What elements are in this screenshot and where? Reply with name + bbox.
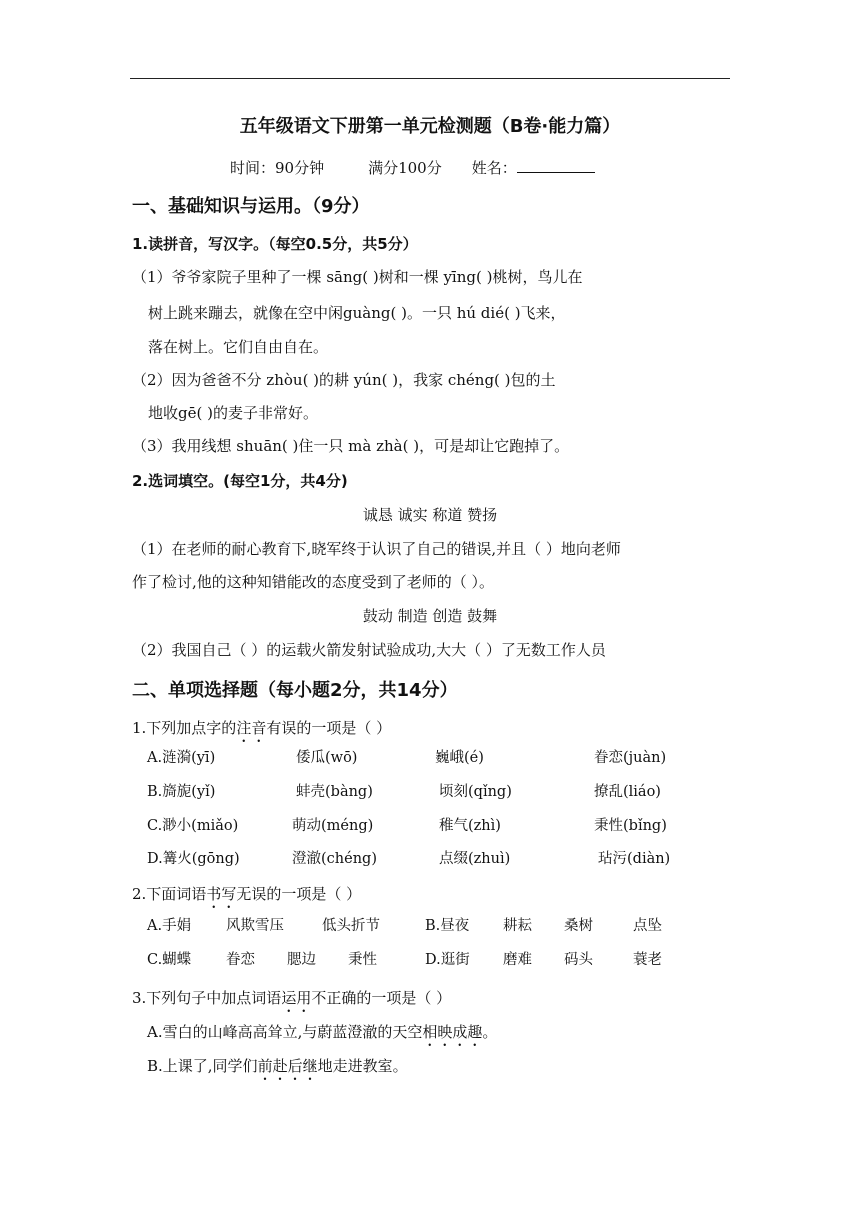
option-b-item-4: 撩乱(liáo) [594,784,661,800]
q2-option-item: 蓑老 [633,952,662,968]
option-a-item-3: 巍峨(é) [435,750,484,766]
option-d-item-1: D.篝火(gōng) [147,851,240,867]
option-d-item-4: 玷污(diàn) [598,851,671,867]
option-b-item-1: B.旖旎(yǐ) [147,784,216,800]
q2-option-item: 磨难 [503,952,532,968]
page-title: 五年级语文下册第一单元检测题（B卷·能力篇） [239,116,621,137]
q2-option-item: 低头折节 [322,918,380,934]
emphasis-text: 注音 [236,719,267,737]
name-blank [517,158,595,173]
name-label: 姓名： [471,159,517,177]
stem-text: 1.下列加点字的 [132,719,237,737]
q2-option-item: 码头 [564,952,593,968]
stem-text: 2.下面词语 [132,885,207,903]
word-bank-2: 鼓动 制造 创造 鼓舞 [362,607,498,625]
mc-question-3 [132,989,451,1016]
q2-option-item: A.手娟 [147,918,192,934]
stem-text: 无误的一项是（ ） [236,885,362,903]
option-c-item-2: 萌动(méng) [292,818,374,834]
stem-text: 有误的一项是（ ） [266,719,392,737]
word-bank-1: 诚恳 诚实 称道 赞扬 [362,506,498,524]
mc-question-2 [132,885,361,912]
mc-question-1 [132,719,391,746]
option-b-item-2: 蚌壳(bàng) [296,784,373,800]
section1-heading: 一、基础知识与运用。（9分） [132,196,370,217]
stem-text: 不正确的一项是（ ） [311,989,452,1007]
q1-line-4: （2）因为爸爸不分 zhòu( )的耕 yún( )，我家 chéng( )包的土 [132,371,556,389]
q2-option-item: D.逛街 [425,952,470,968]
q2-option-item: 眷恋 [226,952,255,968]
q2-line-2: 作了检讨,他的这种知错能改的态度受到了老师的（ ）。 [132,573,495,591]
option-c-item-4: 秉性(bǐng) [594,818,667,834]
q2-option-item: C.蝴蝶 [147,952,192,968]
emphasis-text: 运用 [281,989,312,1007]
option-text: A.雪白的山峰高高耸立,与蔚蓝澄澈的天空 [147,1023,423,1041]
q2-line-3: （2）我国自己（ ）的运载火箭发射试验成功,大大（ ）了无数工作人员 [132,641,606,659]
q1-line-1: （1）爷爷家院子里种了一棵 sāng( )树和一棵 yīng( )桃树，鸟儿在 [132,268,583,286]
option-c-item-1: C.渺小(miǎo) [147,818,239,834]
emphasis-text: 相映成趣 [422,1023,483,1041]
q2-option-item: 风欺雪压 [226,918,284,934]
emphasis-text: 书写 [206,885,237,903]
q3-option-a [147,1023,497,1050]
q2-option-item: 秉性 [348,952,377,968]
q2-option-item: 腮边 [287,952,316,968]
stem-text: 3.下列句子中加点词语 [132,989,282,1007]
q1-line-2: 树上跳来蹦去，就像在空中闲guàng( )。一只 hú dié( )飞来， [148,304,566,322]
option-text: 。 [482,1023,498,1041]
section2-heading: 二、单项选择题（每小题2分，共14分） [132,680,458,701]
score-info: 满分100分 [368,159,442,177]
option-d-item-3: 点缀(zhuì) [439,851,511,867]
option-text: B.上课了,同学们 [147,1057,258,1075]
option-a-item-4: 眷恋(juàn) [594,750,667,766]
q2-option-item: 点坠 [633,918,662,934]
exam-meta [230,158,595,176]
option-a-item-2: 倭瓜(wō) [296,750,358,766]
q1-heading: 1.读拼音，写汉字。（每空0.5分，共5分） [132,235,418,253]
q1-line-6: （3）我用线想 shuān( )住一只 mà zhà( )，可是却让它跑掉了。 [132,437,570,455]
option-text: 地走进教室。 [317,1057,408,1075]
q2-line-1: （1）在老师的耐心教育下,晓军终于认识了自己的错误,并且（ ）地向老师 [132,540,621,558]
option-b-item-3: 顷刻(qǐng) [439,784,512,800]
option-d-item-2: 澄澈(chéng) [292,851,377,867]
q1-line-3: 落在树上。它们自由自在。 [148,338,329,356]
option-c-item-3: 稚气(zhì) [439,818,501,834]
q3-option-b [147,1057,408,1084]
emphasis-text: 前赴后继 [257,1057,318,1075]
q2-option-item: B.昼夜 [425,918,470,934]
q2-option-item: 耕耘 [503,918,532,934]
time-info: 时间：90分钟 [230,159,325,177]
q2-heading: 2.选词填空。(每空1分，共4分) [132,472,348,490]
q2-option-item: 桑树 [564,918,593,934]
option-a-item-1: A.涟漪(yī) [147,750,216,766]
q1-line-5: 地收gē( )的麦子非常好。 [148,404,318,422]
top-rule [130,78,730,79]
